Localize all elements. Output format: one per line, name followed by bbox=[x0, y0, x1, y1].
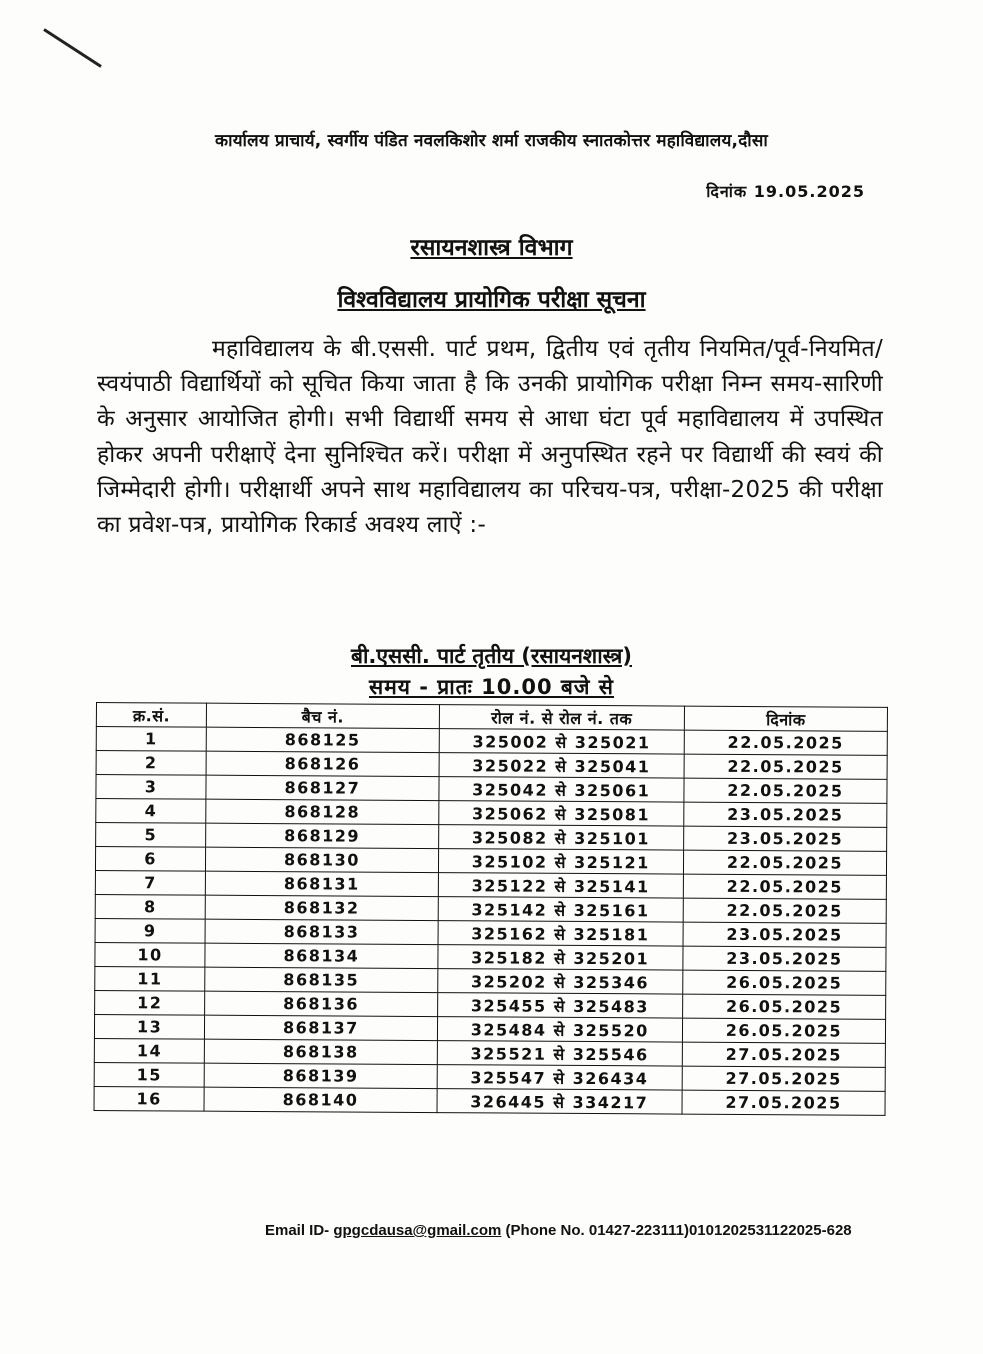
cell-roll-range: 325002 से 325021 bbox=[439, 729, 684, 754]
cell-batch: 868139 bbox=[204, 1063, 437, 1088]
cell-serial: 1 bbox=[96, 727, 206, 752]
col-header-serial: क्र.सं. bbox=[96, 703, 206, 728]
col-header-batch: बैच नं. bbox=[207, 703, 440, 728]
col-header-roll-range: रोल नं. से रोल नं. तक bbox=[439, 705, 684, 730]
cell-serial: 7 bbox=[95, 870, 205, 895]
cell-serial: 4 bbox=[96, 799, 206, 824]
cell-date: 22.05.2025 bbox=[684, 778, 887, 803]
notice-date bbox=[706, 180, 865, 202]
cell-date: 27.05.2025 bbox=[682, 1042, 885, 1067]
cell-batch: 868140 bbox=[204, 1087, 437, 1112]
cell-date: 22.05.2025 bbox=[684, 730, 887, 755]
cell-roll-range: 325455 से 325483 bbox=[437, 993, 682, 1018]
cell-serial: 10 bbox=[95, 942, 205, 967]
cell-serial: 8 bbox=[95, 894, 205, 919]
cell-roll-range: 325142 से 325161 bbox=[438, 897, 683, 922]
cell-date: 27.05.2025 bbox=[682, 1066, 885, 1091]
date-label: दिनांक bbox=[706, 182, 748, 201]
email-link[interactable]: gpgcdausa@gmail.com bbox=[333, 1222, 502, 1239]
cell-serial: 14 bbox=[94, 1038, 204, 1063]
cell-date: 23.05.2025 bbox=[683, 922, 886, 947]
cell-serial: 15 bbox=[94, 1062, 204, 1087]
cell-batch: 868134 bbox=[205, 943, 438, 968]
cell-date: 26.05.2025 bbox=[682, 1018, 885, 1043]
cell-roll-range: 325521 से 325546 bbox=[437, 1041, 682, 1066]
cell-batch: 868138 bbox=[205, 1039, 438, 1064]
cell-date: 27.05.2025 bbox=[682, 1090, 885, 1115]
cell-serial: 12 bbox=[95, 990, 205, 1015]
table-time: समय - प्रातः 10.00 बजे से bbox=[369, 675, 614, 699]
table-row bbox=[94, 1086, 885, 1115]
date-value: 19.05.2025 bbox=[753, 182, 865, 201]
cell-date: 22.05.2025 bbox=[683, 850, 886, 875]
cell-roll-range: 325182 से 325201 bbox=[438, 945, 683, 970]
cell-batch: 868128 bbox=[206, 799, 439, 824]
office-heading: कार्यालय प्राचार्य, स्वर्गीय पंडित नवलकिशोर शर्मा राजकीय स्नातकोत्तर महाविद्यालय,दौसा bbox=[215, 131, 768, 151]
cell-serial: 11 bbox=[95, 966, 205, 991]
cell-date: 23.05.2025 bbox=[683, 946, 886, 971]
cell-roll-range: 325082 से 325101 bbox=[438, 825, 683, 850]
cell-serial: 2 bbox=[96, 751, 206, 776]
cell-date: 22.05.2025 bbox=[684, 754, 887, 779]
cell-date: 26.05.2025 bbox=[683, 970, 886, 995]
cell-roll-range: 326445 से 334217 bbox=[437, 1089, 682, 1114]
cell-serial: 9 bbox=[95, 918, 205, 943]
cell-roll-range: 325022 से 325041 bbox=[439, 753, 684, 778]
cell-roll-range: 325484 से 325520 bbox=[437, 1017, 682, 1042]
cell-batch: 868133 bbox=[205, 919, 438, 944]
cell-roll-range: 325202 से 325346 bbox=[437, 969, 682, 994]
department-title: रसायनशास्त्र विभाग bbox=[410, 235, 573, 261]
table-body bbox=[94, 727, 887, 1116]
cell-date: 22.05.2025 bbox=[683, 874, 886, 899]
cell-roll-range: 325547 से 326434 bbox=[437, 1065, 682, 1090]
cell-serial: 3 bbox=[96, 775, 206, 800]
cell-roll-range: 325122 से 325141 bbox=[438, 873, 683, 898]
footer-contact bbox=[265, 1222, 852, 1239]
cell-batch: 868136 bbox=[205, 991, 438, 1016]
cell-batch: 868130 bbox=[206, 847, 439, 872]
cell-date: 22.05.2025 bbox=[683, 898, 886, 923]
cell-date: 23.05.2025 bbox=[684, 802, 887, 827]
cell-serial: 13 bbox=[94, 1014, 204, 1039]
cell-batch: 868137 bbox=[205, 1015, 438, 1040]
cell-serial: 6 bbox=[95, 847, 205, 872]
cell-batch: 868125 bbox=[206, 727, 439, 752]
schedule-table bbox=[94, 702, 888, 1116]
cell-date: 23.05.2025 bbox=[683, 826, 886, 851]
cell-batch: 868132 bbox=[205, 895, 438, 920]
cell-serial: 16 bbox=[94, 1086, 204, 1111]
table-title: बी.एससी. पार्ट तृतीय (रसायनशास्त्र) bbox=[350, 644, 632, 668]
cell-date: 26.05.2025 bbox=[682, 994, 885, 1019]
cell-serial: 5 bbox=[96, 823, 206, 848]
email-label: Email ID- bbox=[265, 1222, 330, 1239]
cell-roll-range: 325162 से 325181 bbox=[438, 921, 683, 946]
cell-roll-range: 325062 से 325081 bbox=[438, 801, 683, 826]
cell-batch: 868131 bbox=[206, 871, 439, 896]
cell-batch: 868129 bbox=[206, 823, 439, 848]
cell-batch: 868135 bbox=[205, 967, 438, 992]
col-header-date: दिनांक bbox=[684, 706, 887, 731]
footer-phone-ref: (Phone No. 01427-223111)0101202531122025-628 bbox=[505, 1222, 852, 1239]
cell-roll-range: 325102 से 325121 bbox=[438, 849, 683, 874]
pen-stroke-mark bbox=[43, 28, 102, 68]
cell-batch: 868127 bbox=[206, 775, 439, 800]
cell-roll-range: 325042 से 325061 bbox=[439, 777, 684, 802]
cell-batch: 868126 bbox=[206, 751, 439, 776]
notice-body: महाविद्यालय के बी.एससी. पार्ट प्रथम, द्वितीय एवं तृतीय नियमित/पूर्व-नियमित/स्वयंपाठी विद्यार्थियों को सूचित किया जाता है कि उनकी प्रायोगिक परीक्षा निम्न समय-सारिणी के अनुसार आयोजित होगी। सभी विद्यार्थी समय से आधा घंटा पूर्व महाविद्यालय में उपस्थित होकर अपनी परीक्षाऐं देना सुनिश्चित करें। परीक्षा में अनुपस्थित रहने पर विद्यार्थी की स्वयं की जिम्मेदारी होगी। परीक्षार्थी अपने साथ महाविद्यालय का परिचय-पत्र, परीक्षा-2025 की परीक्षा का प्रवेश-पत्र, प्रायोगिक रिकार्ड अवश्य लाऐं :- bbox=[97, 336, 883, 539]
notice-title: विश्वविद्यालय प्रायोगिक परीक्षा सूचना bbox=[337, 287, 646, 313]
